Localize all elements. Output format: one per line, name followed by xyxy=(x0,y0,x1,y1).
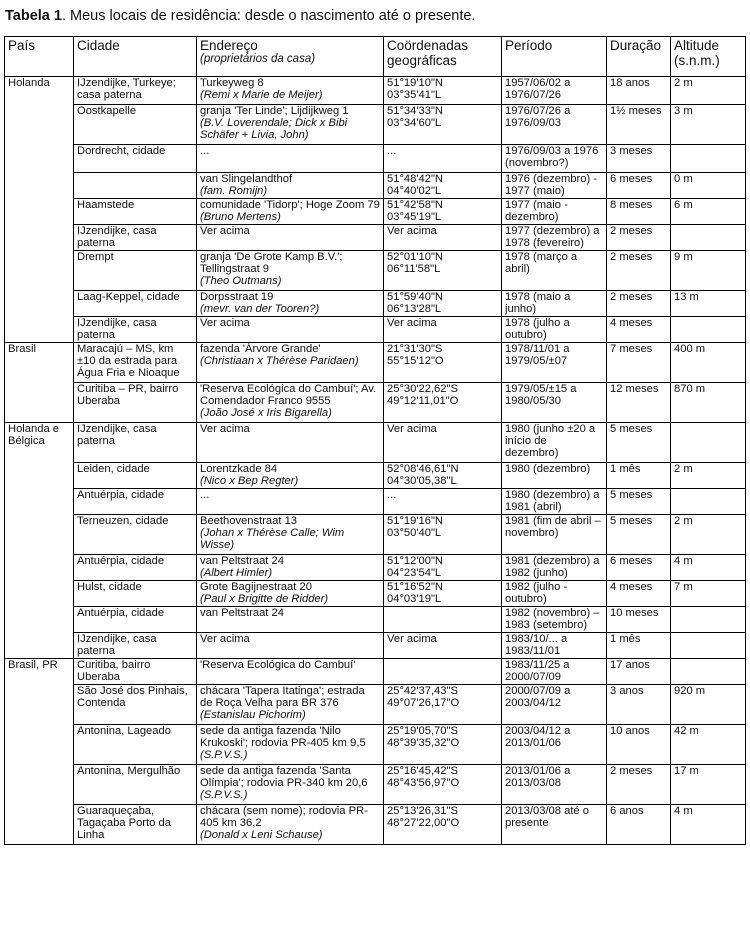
latitude: 51°16'52"N xyxy=(387,581,443,593)
caption-text: . Meus locais de residência: desde o nascimento até o presente. xyxy=(61,8,476,24)
longitude: 03°45'19"L xyxy=(387,211,442,224)
cell-cidade: Curitiba – PR, bairro Uberaba xyxy=(74,383,197,423)
cell-periodo: 1980 (junho ±20 a início de dezembro) xyxy=(502,423,607,463)
cell-endereco xyxy=(197,633,384,659)
table-row xyxy=(5,805,746,845)
latitude: 25°19'05,70"S xyxy=(387,725,458,737)
cell-periodo: 2003/04/12 a 2013/01/06 xyxy=(502,725,607,765)
cell-altitude: 7 m xyxy=(671,581,746,607)
col-header-cidade: Cidade xyxy=(74,37,197,77)
longitude: 04°30'05,38"L xyxy=(387,475,457,488)
endereco-text: 'Reserva Ecológica do Cambuí'; Av. Comendador Franco 9555 xyxy=(200,383,377,408)
endereco-text: ... xyxy=(200,489,210,501)
cell-altitude xyxy=(671,633,746,659)
cell-periodo: 1980 (dezembro) xyxy=(502,463,607,489)
cell-duracao: 5 meses xyxy=(607,489,671,515)
cell-coordenadas xyxy=(384,805,502,845)
latitude: ... xyxy=(387,489,397,501)
cell-cidade: IJzendijke, casa paterna xyxy=(74,633,197,659)
cell-coordenadas xyxy=(384,77,502,105)
table-row xyxy=(5,105,746,145)
owners-text: (Bruno Mertens) xyxy=(200,211,281,224)
latitude: Ver acima xyxy=(387,225,437,237)
cell-coordenadas xyxy=(384,581,502,607)
owners-text: (S.P.V.S.) xyxy=(200,749,248,762)
cell-cidade: Antonina, Mergulhão xyxy=(74,765,197,805)
cell-coordenadas xyxy=(384,515,502,555)
cell-cidade xyxy=(74,173,197,199)
endereco-text: Beethovenstraat 13 xyxy=(200,515,298,527)
cell-duracao: 18 anos xyxy=(607,77,671,105)
residence-table xyxy=(4,36,746,845)
cell-duracao: 17 anos xyxy=(607,659,671,685)
cell-coordenadas xyxy=(384,765,502,805)
cell-altitude xyxy=(671,145,746,173)
cell-endereco xyxy=(197,463,384,489)
endereco-text: 'Reserva Ecológica do Cambuí' xyxy=(200,659,356,671)
latitude: 52°08'46,61"N xyxy=(387,463,459,475)
cell-duracao: 10 meses xyxy=(607,607,671,633)
endereco-text: sede da antiga fazenda 'Santa Olímpia'; rodovia PR-340 km 20,6 xyxy=(200,765,368,790)
endereco-text: sede da antiga fazenda 'Nilo Krukoski'; rodovia PR-405 km 9,5 xyxy=(200,725,366,750)
table-row xyxy=(5,659,746,685)
owners-text: (S.P.V.S.) xyxy=(200,789,248,802)
cell-cidade: Guaraqueçaba, Tagaçaba Porto da Linha xyxy=(74,805,197,845)
cell-cidade: IJzendijke, casa paterna xyxy=(74,225,197,251)
col-header-endereco xyxy=(197,37,384,77)
endereco-text: Ver acima xyxy=(200,633,250,645)
cell-coordenadas xyxy=(384,105,502,145)
cell-endereco xyxy=(197,515,384,555)
table-row xyxy=(5,685,746,725)
cell-endereco xyxy=(197,659,384,685)
endereco-text: Turkeyweg 8 xyxy=(200,77,264,89)
cell-duracao: 3 anos xyxy=(607,685,671,725)
cell-periodo: 1977 (dezembro) a 1978 (fevereiro) xyxy=(502,225,607,251)
cell-periodo: 1980 (dezembro) a 1981 (abril) xyxy=(502,489,607,515)
latitude: 51°42'58"N xyxy=(387,199,443,211)
cell-endereco xyxy=(197,105,384,145)
table-row xyxy=(5,463,746,489)
cell-altitude: 920 m xyxy=(671,685,746,725)
cell-coordenadas xyxy=(384,291,502,317)
cell-altitude: 400 m xyxy=(671,343,746,383)
latitude: 51°12'00"N xyxy=(387,555,443,567)
table-row xyxy=(5,555,746,581)
cell-altitude: 870 m xyxy=(671,383,746,423)
cell-altitude xyxy=(671,659,746,685)
cell-endereco xyxy=(197,77,384,105)
table-row xyxy=(5,607,746,633)
cell-duracao: 12 meses xyxy=(607,383,671,423)
longitude: 49°12'11,01"O xyxy=(387,395,459,408)
cell-duracao: 7 meses xyxy=(607,343,671,383)
longitude: 55°15'12"O xyxy=(387,355,444,368)
endereco-text: Ver acima xyxy=(200,225,250,237)
cell-endereco xyxy=(197,291,384,317)
latitude: Ver acima xyxy=(387,633,437,645)
cell-cidade: Haamstede xyxy=(74,199,197,225)
cell-endereco xyxy=(197,383,384,423)
col-header-coordenadas: Coördenadas geográficas xyxy=(384,37,502,77)
endereco-text: Ver acima xyxy=(200,317,250,329)
cell-coordenadas xyxy=(384,463,502,489)
cell-altitude: 2 m xyxy=(671,463,746,489)
table-row xyxy=(5,173,746,199)
cell-cidade: Maracajú – MS, km ±10 da estrada para Água Fria e Nioaque xyxy=(74,343,197,383)
table-row xyxy=(5,77,746,105)
latitude: 51°59'40"N xyxy=(387,291,443,303)
owners-text: (Donald x Leni Schause) xyxy=(200,829,323,842)
col-header-altitude: Altitude (s.n.m.) xyxy=(671,37,746,77)
cell-periodo: 1983/10/... a 1983/11/01 xyxy=(502,633,607,659)
endereco-text: van Slingelandthof xyxy=(200,173,293,185)
owners-text: (B.V. Loverendale; Dick x Bibi Schäfer + Livia, John) xyxy=(200,117,348,142)
cell-endereco xyxy=(197,145,384,173)
cell-duracao: 2 meses xyxy=(607,225,671,251)
endereco-text: Grote Bagijnestraat 20 xyxy=(200,581,312,593)
cell-coordenadas xyxy=(384,633,502,659)
owners-text: (Christiaan x Thérèse Paridaen) xyxy=(200,355,359,368)
cell-periodo: 1982 (julho - outubro) xyxy=(502,581,607,607)
cell-periodo: 1982 (novembro) – 1983 (setembro) xyxy=(502,607,607,633)
longitude: 03°50'40"L xyxy=(387,527,442,540)
cell-periodo: 1957/06/02 a 1976/07/26 xyxy=(502,77,607,105)
cell-endereco xyxy=(197,555,384,581)
latitude: 25°42'37,43"S xyxy=(387,685,458,697)
cell-endereco xyxy=(197,251,384,291)
cell-endereco xyxy=(197,343,384,383)
cell-endereco xyxy=(197,685,384,725)
cell-periodo: 1977 (maio - dezembro) xyxy=(502,199,607,225)
table-row xyxy=(5,291,746,317)
cell-coordenadas xyxy=(384,317,502,343)
cell-duracao: 2 meses xyxy=(607,291,671,317)
cell-coordenadas xyxy=(384,343,502,383)
cell-cidade: Hulst, cidade xyxy=(74,581,197,607)
cell-endereco xyxy=(197,423,384,463)
cell-endereco xyxy=(197,317,384,343)
col-header-periodo: Período xyxy=(502,37,607,77)
cell-duracao: 6 meses xyxy=(607,173,671,199)
latitude: 25°30'22,62"S xyxy=(387,383,458,395)
cell-duracao: 8 meses xyxy=(607,199,671,225)
table-row xyxy=(5,489,746,515)
latitude: 21°31'30"S xyxy=(387,343,443,355)
cell-endereco xyxy=(197,725,384,765)
cell-cidade: Drempt xyxy=(74,251,197,291)
cell-cidade: Antuérpia, cidade xyxy=(74,607,197,633)
cell-endereco xyxy=(197,199,384,225)
cell-coordenadas xyxy=(384,607,502,633)
cell-periodo: 2013/01/06 a 2013/03/08 xyxy=(502,765,607,805)
cell-duracao: 5 meses xyxy=(607,515,671,555)
cell-periodo: 1976/07/26 a 1976/09/03 xyxy=(502,105,607,145)
endereco-text: chácara (sem nome); rodovia PR-405 km 36,2 xyxy=(200,805,368,830)
cell-altitude: 0 m xyxy=(671,173,746,199)
cell-pais: Holanda xyxy=(5,77,74,343)
cell-coordenadas xyxy=(384,225,502,251)
cell-periodo: 1976/09/03 a 1976 (novembro?) xyxy=(502,145,607,173)
cell-altitude xyxy=(671,423,746,463)
table-row xyxy=(5,317,746,343)
cell-duracao: 6 anos xyxy=(607,805,671,845)
cell-coordenadas xyxy=(384,555,502,581)
cell-altitude xyxy=(671,225,746,251)
table-caption xyxy=(5,8,475,24)
cell-altitude: 9 m xyxy=(671,251,746,291)
cell-duracao: 6 meses xyxy=(607,555,671,581)
cell-endereco xyxy=(197,607,384,633)
owners-text: (Paul x Brigitte de Ridder) xyxy=(200,593,329,606)
cell-endereco xyxy=(197,225,384,251)
endereco-text: granja 'Ter Linde'; Lijdijkweg 1 xyxy=(200,105,349,117)
cell-cidade: Oostkapelle xyxy=(74,105,197,145)
owners-text: (Nico x Bep Regter) xyxy=(200,475,299,488)
cell-duracao: 5 meses xyxy=(607,423,671,463)
cell-pais: Brasil, PR xyxy=(5,659,74,845)
cell-endereco xyxy=(197,765,384,805)
cell-periodo: 1978 (julho a outubro) xyxy=(502,317,607,343)
cell-coordenadas xyxy=(384,685,502,725)
endereco-text: Lorentzkade 84 xyxy=(200,463,278,475)
endereco-text: chácara 'Tapera Itatinga'; estrada de Roça Velha para BR 376 xyxy=(200,685,365,710)
col-header-endereco-sub: (proprietários da casa) xyxy=(200,53,316,65)
table-row xyxy=(5,343,746,383)
col-header-endereco-label: Endereço xyxy=(200,38,258,53)
longitude: 04°03'19"L xyxy=(387,593,442,606)
cell-altitude: 4 m xyxy=(671,805,746,845)
endereco-text: comunidade 'Tidorp'; Hoge Zoom 79 xyxy=(200,199,380,211)
col-header-duracao: Duração xyxy=(607,37,671,77)
cell-endereco xyxy=(197,173,384,199)
longitude: 03°35'41"L xyxy=(387,89,442,102)
table-row xyxy=(5,515,746,555)
endereco-text: ... xyxy=(200,145,210,157)
header-row xyxy=(5,37,746,77)
cell-duracao: 2 meses xyxy=(607,765,671,805)
cell-endereco xyxy=(197,489,384,515)
cell-duracao: 2 meses xyxy=(607,251,671,291)
cell-cidade: Laag-Keppel, cidade xyxy=(74,291,197,317)
owners-text: (Estanislau Pichorim) xyxy=(200,709,306,722)
cell-altitude xyxy=(671,489,746,515)
endereco-text: granja 'De Grote Kamp B.V.'; Tellingstraat 9 xyxy=(200,251,343,276)
cell-duracao: 4 meses xyxy=(607,317,671,343)
cell-coordenadas xyxy=(384,251,502,291)
cell-cidade: Antuérpia, cidade xyxy=(74,555,197,581)
cell-cidade: Leiden, cidade xyxy=(74,463,197,489)
table-body xyxy=(5,77,746,845)
latitude: Ver acima xyxy=(387,423,437,435)
cell-coordenadas xyxy=(384,489,502,515)
longitude: 04°23'54"L xyxy=(387,567,442,580)
latitude: Ver acima xyxy=(387,317,437,329)
endereco-text: Ver acima xyxy=(200,423,250,435)
cell-duracao: 3 meses xyxy=(607,145,671,173)
latitude: 52°01'10"N xyxy=(387,251,443,263)
latitude: 51°34'33"N xyxy=(387,105,443,117)
cell-cidade: IJzendijke, casa paterna xyxy=(74,317,197,343)
longitude: 48°27'22,00"O xyxy=(387,817,460,830)
table-row xyxy=(5,225,746,251)
cell-coordenadas xyxy=(384,383,502,423)
latitude: 25°16'45,42"S xyxy=(387,765,458,777)
cell-periodo: 2000/07/09 a 2003/04/12 xyxy=(502,685,607,725)
table-row xyxy=(5,145,746,173)
cell-cidade: Antuérpia, cidade xyxy=(74,489,197,515)
endereco-text: Dorpsstraat 19 xyxy=(200,291,274,303)
table-row xyxy=(5,251,746,291)
cell-periodo: 1979/05/±15 a 1980/05/30 xyxy=(502,383,607,423)
owners-text: (fam. Romijn) xyxy=(200,185,268,198)
owners-text: (João José x Iris Bigarella) xyxy=(200,407,332,420)
cell-altitude: 4 m xyxy=(671,555,746,581)
longitude: 06°13'28"L xyxy=(387,303,442,316)
cell-duracao: 1 mês xyxy=(607,463,671,489)
cell-altitude: 3 m xyxy=(671,105,746,145)
cell-altitude: 2 m xyxy=(671,77,746,105)
cell-altitude: 17 m xyxy=(671,765,746,805)
table-row xyxy=(5,383,746,423)
cell-periodo: 1976 (dezembro) - 1977 (maio) xyxy=(502,173,607,199)
cell-periodo: 1978/11/01 a 1979/05/±07 xyxy=(502,343,607,383)
cell-periodo: 1983/11/25 a 2000/07/09 xyxy=(502,659,607,685)
latitude: 51°48'42"N xyxy=(387,173,443,185)
longitude: 04°40'02"L xyxy=(387,185,442,198)
cell-cidade: Antonina, Lageado xyxy=(74,725,197,765)
cell-endereco xyxy=(197,581,384,607)
cell-cidade: Dordrecht, cidade xyxy=(74,145,197,173)
cell-coordenadas xyxy=(384,145,502,173)
cell-coordenadas xyxy=(384,173,502,199)
caption-label: Tabela 1 xyxy=(5,8,62,24)
latitude: ... xyxy=(387,145,397,157)
owners-text: (Albert Himler) xyxy=(200,567,273,580)
cell-pais: Brasil xyxy=(5,343,74,423)
latitude: 51°19'10"N xyxy=(387,77,443,89)
longitude: 06°11'58"L xyxy=(387,263,441,276)
cell-cidade: IJzendijke, Turkeye; casa paterna xyxy=(74,77,197,105)
endereco-text: fazenda 'Árvore Grande' xyxy=(200,343,321,355)
table-row xyxy=(5,725,746,765)
cell-coordenadas xyxy=(384,725,502,765)
endereco-text: van Peltstraat 24 xyxy=(200,607,284,619)
cell-coordenadas xyxy=(384,199,502,225)
latitude: 51°19'16"N xyxy=(387,515,443,527)
longitude: 48°39'35,32"O xyxy=(387,737,460,750)
cell-periodo: 1981 (dezembro) a 1982 (junho) xyxy=(502,555,607,581)
cell-periodo: 1978 (maio a junho) xyxy=(502,291,607,317)
col-header-pais: País xyxy=(5,37,74,77)
cell-pais: Holanda e Bélgica xyxy=(5,423,74,659)
cell-endereco xyxy=(197,805,384,845)
owners-text: (Theo Outmans) xyxy=(200,275,282,288)
cell-coordenadas xyxy=(384,423,502,463)
owners-text: (Johan x Thérèse Calle; Wim Wisse) xyxy=(200,527,345,552)
table-row xyxy=(5,765,746,805)
cell-duracao: 10 anos xyxy=(607,725,671,765)
latitude: 25°13'26,31"S xyxy=(387,805,458,817)
cell-altitude xyxy=(671,607,746,633)
longitude: 03°34'60"L xyxy=(387,117,442,130)
cell-altitude: 2 m xyxy=(671,515,746,555)
longitude: 49°07'26,17"O xyxy=(387,697,460,710)
cell-duracao: 4 meses xyxy=(607,581,671,607)
cell-duracao: 1 mês xyxy=(607,633,671,659)
owners-text: (mevr. van der Tooren?) xyxy=(200,303,320,316)
endereco-text: van Peltstraat 24 xyxy=(200,555,284,567)
cell-altitude: 42 m xyxy=(671,725,746,765)
cell-cidade: Terneuzen, cidade xyxy=(74,515,197,555)
cell-cidade: IJzendijke, casa paterna xyxy=(74,423,197,463)
cell-altitude: 13 m xyxy=(671,291,746,317)
cell-altitude xyxy=(671,317,746,343)
table-row xyxy=(5,581,746,607)
longitude: 48°43'56,97"O xyxy=(387,777,460,790)
cell-periodo: 2013/03/08 até o presente xyxy=(502,805,607,845)
table-row xyxy=(5,199,746,225)
table-row xyxy=(5,633,746,659)
cell-duracao: 1½ meses xyxy=(607,105,671,145)
cell-periodo: 1978 (março a abril) xyxy=(502,251,607,291)
table-row xyxy=(5,423,746,463)
cell-cidade: Curitiba, bairro Uberaba xyxy=(74,659,197,685)
cell-coordenadas xyxy=(384,659,502,685)
cell-altitude: 6 m xyxy=(671,199,746,225)
cell-periodo: 1981 (fim de abril –novembro) xyxy=(502,515,607,555)
owners-text: (Remi x Marie de Meijer) xyxy=(200,89,323,102)
cell-cidade: São José dos Pinhais, Contenda xyxy=(74,685,197,725)
